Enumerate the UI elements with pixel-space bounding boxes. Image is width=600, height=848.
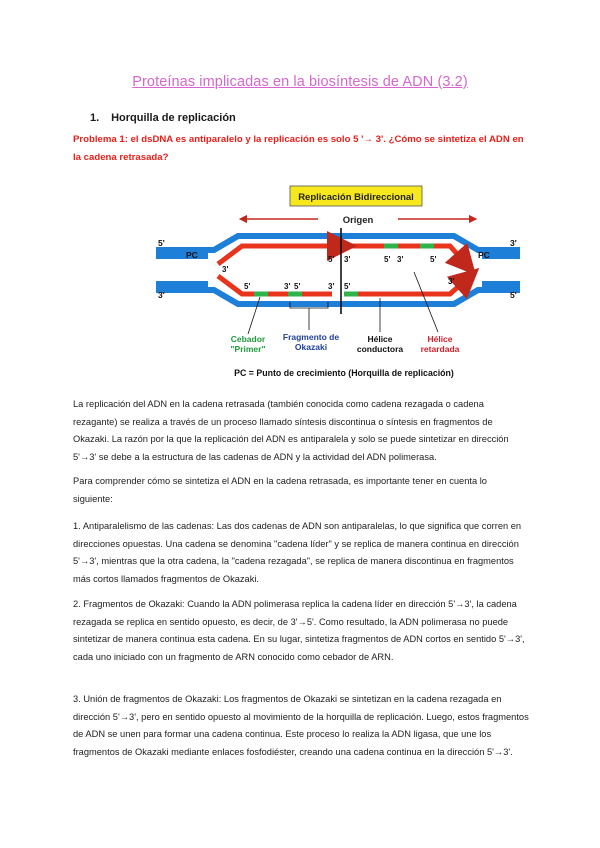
paragraph-intro: La replicación del ADN en la cadena retrasada (también conocida como cadena rezagada o cadena rezagante) se realiza a través de un proceso llamado síntesis discontinua o síntesis en fragmentos de Okazaki. La razón por la que la replicación del ADN es antiparalela y solo se puede sintetizar en dirección 5'→3' se debe a la estructura de las cadenas de ADN y la actividad del ADN polimerasa.: [73, 399, 509, 462]
paragraph-context: Para comprender cómo se sintetiza el ADN en la cadena retrasada, es importante tener en cuenta lo siguiente:: [73, 476, 487, 504]
label-3-top-right: 3': [510, 238, 517, 248]
parental-strand-bottom: [156, 290, 520, 304]
label-pc-left: PC: [186, 250, 198, 260]
label-3-lower-b: 3': [328, 282, 335, 291]
origin-label: Origen: [342, 215, 374, 226]
label-3-inner-right: 3': [448, 277, 455, 286]
leading-strand-left-top: [218, 246, 340, 264]
legend-lagging-1: Hélice: [427, 334, 453, 344]
primer-top-2: [420, 244, 434, 249]
legend-lagging-2: retardada: [420, 344, 460, 354]
label-3-lower: 3': [284, 282, 291, 291]
label-5-lower-b: 5': [294, 282, 301, 291]
legend-okazaki-1: Fragmento de: [282, 332, 340, 342]
label-5-right-top-a: 5': [384, 255, 391, 264]
page-title: Proteínas implicadas en la biosíntesis de ADN (3.2): [132, 74, 468, 90]
paragraph-point-1: 1. Antiparalelismo de las cadenas: Las dos cadenas de ADN son antiparalelas, lo que significa que corren en direcciones opuestas. Una cadena se denomina "cadena líder" y se replica de manera continua en dirección 5'→3', mientras que la otra cadena, la "cadena rezagada", se replica de manera discontinua en fragmentos más cortos llamados fragmentos de Okazaki.: [73, 521, 522, 584]
label-5-right-top-b: 5': [430, 255, 437, 264]
legend-primer-2: "Primer": [230, 344, 266, 354]
label-5-bottom-right: 5': [510, 290, 517, 300]
label-pc-right: PC: [478, 250, 490, 260]
paragraph-point-3: 3. Unión de fragmentos de Okazaki: Los fragmentos de Okazaki se sintetizan en la cadena rezagada en dirección 5'→3', pero en sentido opuesto al movimiento de la horquilla de replicación. Luego, estos fragmentos de ADN se unen para formar una cadena continua. Este proceso lo realiza la ADN ligasa, que une los fragmentos de Okazaki mediante enlaces fosfodiéster, creando una cadena continua en la dirección 5'→3'.: [73, 694, 529, 757]
label-3-inner-left: 3': [222, 265, 229, 274]
section-heading: [90, 112, 236, 124]
section-heading-text: Horquilla de replicación: [111, 112, 236, 124]
replication-fork-figure: [148, 184, 528, 394]
primer-bottom-1: [254, 292, 268, 297]
paragraph-point-2: 2. Fragmentos de Okazaki: Cuando la ADN polimerasa replica la cadena líder en dirección 5'→3', la cadena rezagada se replica en sentido opuesto, es decir, de 3'→5'. Como resultado, la ADN polimerasa no puede sintetizar de manera continua esta cadena. En su lugar, sintetiza fragmentos de ADN cortos en sentido 5'→3', cada uno iniciado con un fragmento de ARN conocido como cebador de ARN.: [73, 599, 525, 662]
label-5-top-left: 5': [158, 238, 165, 248]
leading-strand-right-top: [434, 246, 466, 264]
figure-caption: PC = Punto de crecimiento (Horquilla de replicación): [234, 368, 454, 378]
legend-leading-1: Hélice: [367, 334, 393, 344]
primer-top-1: [384, 244, 398, 249]
legend-okazaki-2: Okazaki: [294, 342, 328, 352]
legend-leading-2: conductora: [356, 344, 404, 354]
label-3-center-top: 3': [344, 255, 351, 264]
label-5-lower-c: 5': [344, 282, 351, 291]
label-5-center-top: 5': [328, 255, 335, 264]
label-5-lower-a: 5': [244, 282, 251, 291]
banner-text: Replicación Bidireccional: [298, 192, 414, 203]
section-number: 1.: [90, 112, 100, 124]
legend-primer-1: Cebador: [230, 334, 266, 344]
label-3-bottom-left: 3': [158, 290, 165, 300]
label-3-right-top: 3': [397, 255, 404, 264]
problem-statement: Problema 1: el dsDNA es antiparalelo y la replicación es solo 5 '→ 3'. ¿Cómo se sintetiza el ADN en la cadena retrasada?: [73, 134, 524, 163]
primer-bottom-2: [288, 292, 302, 297]
replication-diagram: [148, 184, 528, 394]
primer-bottom-3: [344, 292, 358, 297]
